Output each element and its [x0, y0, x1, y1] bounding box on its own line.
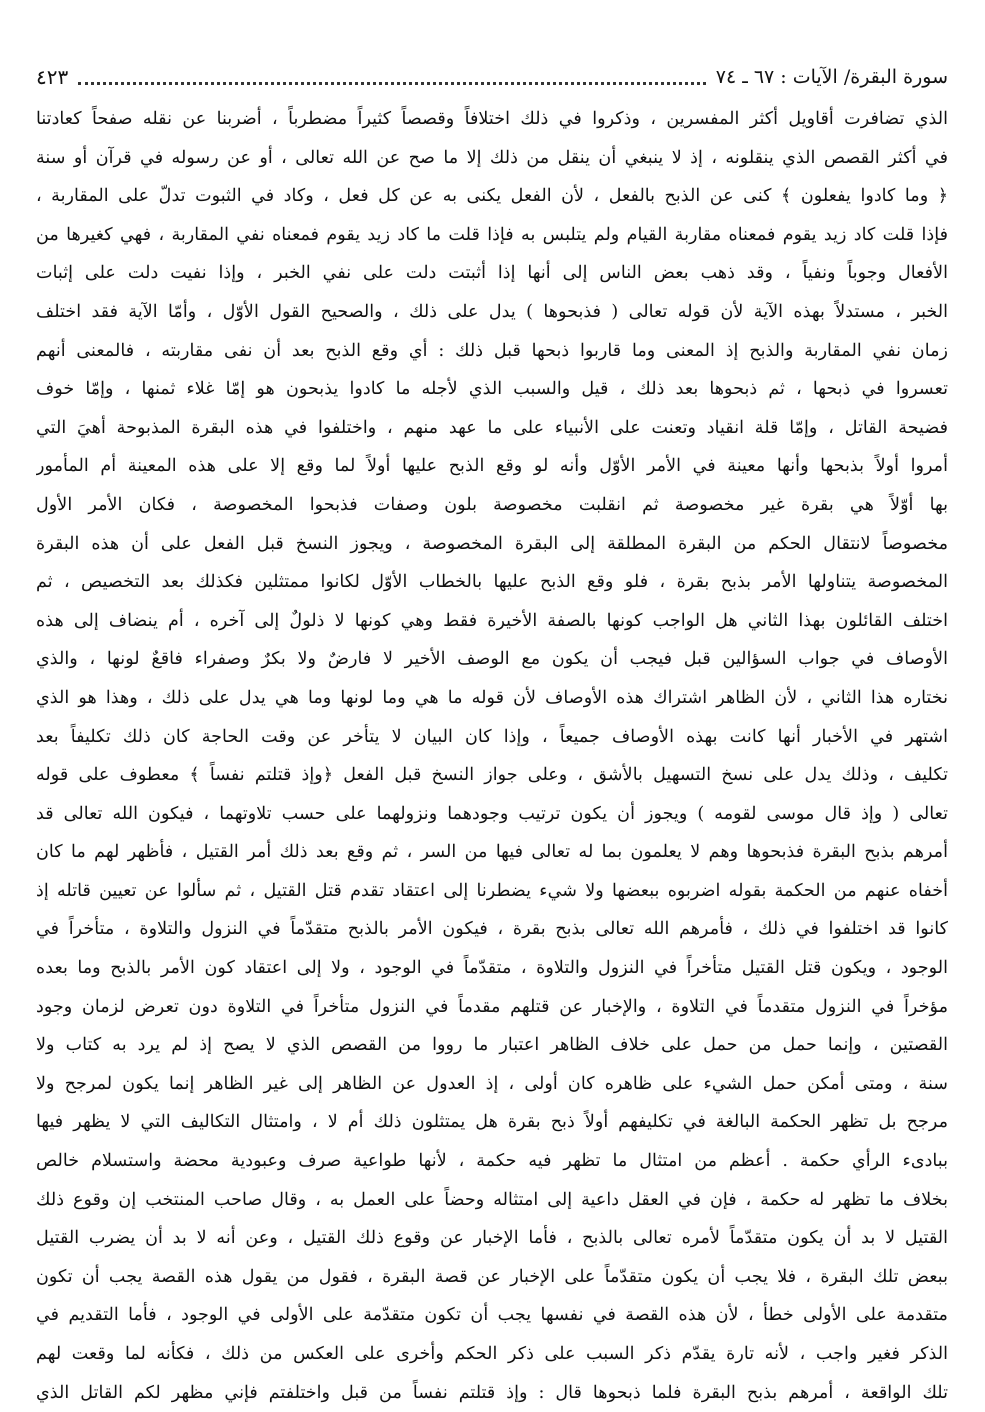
text-line: ببعض تلك البقرة ، فلا يجب أن يكون متقدّماً على الإخبار عن قصة البقرة ، فقول من يقول هذه القصة يجب أن تكون [36, 1266, 948, 1287]
header-dotted-leader [78, 82, 706, 85]
text-line: مخصوصاً لانتقال الحكم من البقرة المطلقة إلى البقرة المخصوصة ، ويجوز النسخ قبل الفعل على أن هذه البقرة [36, 533, 948, 554]
text-line: أمرهم بذبح البقرة فذبحوها وهم لا يعلمون بما له تعالى فيها من السر ، ثم وقع بعد ذلك أمر القتيل ، فأظهر لهم ما كان [36, 842, 948, 863]
text-line: تلك الواقعة ، أمرهم بذبح البقرة فلما ذبحوها قال : وإذ قتلتم نفساً من قبل واختلفتم فإني مظهر لكم القاتل الذي [36, 1382, 948, 1403]
text-line: في أكثر القصص الذي ينقلونه ، إذ لا ينبغي أن ينقل من ذلك إلا ما صح عن الله تعالى ، أو عن رسوله في قرآن أو سنة [36, 147, 948, 168]
text-line: مرجح بل تظهر الحكمة البالغة في تكليفهم أولاً ذبح بقرة هل يمتثلون ذلك أم لا ، وامتثال التكاليف التي لا يظهر فيها [36, 1112, 948, 1133]
text-line: الخبر ، مستدلاً بهذه الآية لأن قوله تعالى ( فذبحوها ) يدل على ذلك ، والصحيح القول الأوّل ، وأمّا الآية فقد اختلف [36, 301, 948, 322]
text-line: اختلف القائلون بهذا الثاني هل الواجب كونها بالصفة الأخيرة فقط وهي كونها لا ذلولٌ إلى آخره ، أم ينضاف إلى هذه [36, 610, 948, 631]
text-line: تكليف ، وذلك يدل على نسخ التسهيل بالأشق ، وعلى جواز النسخ قبل الفعل ﴿وإذ قتلتم نفساً ﴾ معطوف على قوله [36, 765, 948, 786]
text-line: مؤخراً في النزول متقدماً في التلاوة ، والإخبار عن قتلهم مقدماً في النزول متأخراً في التلاوة دون تعرض لزمان وجود [36, 996, 948, 1017]
surah-verses-title: سورة البقرة/ الآيات : ٦٧ ـ ٧٤ [715, 66, 948, 88]
text-line: الوجود ، ويكون قتل القتيل متأخراً في النزول والتلاوة ، متقدّماً في الوجود ، ولا إلى اعتقاد كون الأمر بالذبح وما بعده [36, 958, 948, 979]
text-line: الأوصاف في جواب السؤالين قبل فيجب أن يكون مع الوصف الأخير لا فارضٌ ولا بكرٌ وصفراء فاقعٌ لونها ، والذي [36, 649, 948, 670]
text-line: الأفعال وجوباً ونفياً ، وقد ذهب بعض الناس إلى أنها إذا أثبتت دلت على نفي الخبر ، وإذا نفيت دلت على إثبات [36, 263, 948, 284]
text-line: متقدمة على الأولى خطأ ، لأن هذه القصة في نفسها يجب أن تكون متقدّمة على الأولى في الوجود ، فأما التقديم في [36, 1305, 948, 1326]
text-line: القتيل لا بد أن يكون متقدّماً لأمره تعالى بالذبح ، فأما الإخبار عن وقوع ذلك القتيل ، وعن أنه لا بد أن يضرب القتيل [36, 1228, 948, 1249]
text-line: المخصوصة يتناولها الأمر بذبح بقرة ، فلو وقع الذبح عليها بالخطاب الأوّل لكانوا ممتثلين فكذلك بعد التخصيص ، ثم [36, 572, 948, 593]
text-line: بخلاف ما تظهر له حكمة ، فإن في العقل داعية إلى امتثاله وحضاً على العمل به ، وقال صاحب المنتخب إن وقوع ذلك [36, 1189, 948, 1210]
text-line: نختاره هذا الثاني ، لأن الظاهر اشتراك هذه الأوصاف لأن قوله ما هي وما لونها وما هي يدل على ذلك ، وهذا هو الذي [36, 687, 948, 708]
text-line: تعالى ( وإذ قال موسى لقومه ) ويجوز أن يكون ترتيب وجودهما ونزولهما على حسب تلاوتهما ، فيكون الله تعالى قد [36, 803, 948, 824]
text-line: كانوا قد اختلفوا في ذلك ، فأمرهم الله تعالى بذبح بقرة ، فيكون الأمر بالذبح متقدّماً في النزول والتلاوة ، متأخراً في [36, 919, 948, 940]
text-line: اشتهر في الأخبار أنها كانت بهذه الأوصاف جميعاً ، وإذا كان البيان لا يتأخر عن وقت الحاجة كان ذلك تكليفاً بعد [36, 726, 948, 747]
text-line: تعسروا في ذبحها ، ثم ذبحوها بعد ذلك ، قيل والسبب الذي لأجله ما كادوا يذبحون هو إمّا غلاء ثمنها ، وإمّا خوف [36, 379, 948, 400]
tafsir-body-text [36, 100, 948, 1412]
book-page [36, 60, 948, 1403]
text-line: فإذا قلت كاد زيد يقوم فمعناه مقاربة القيام ولم يتلبس به فإذا قلت ما كاد زيد يقوم فمعناه نفي المقاربة ، فهي كغيرها من [36, 224, 948, 245]
text-line: بها أوّلاً هي بقرة غير مخصوصة ثم انقلبت مخصوصة بلون وصفات فذبحوا المخصوصة ، فكان الأمر الأول [36, 494, 948, 515]
text-line: زمان نفي المقاربة والذبح إذ المعنى وما قاربوا ذبحها قبل ذلك : أي وقع الذبح بعد أن نفى مقاربته ، فالمعنى أنهم [36, 340, 948, 361]
text-line: فضيحة القاتل ، وإمّا قلة انقياد وتعنت على الأنبياء على ما عهد منهم ، واختلفوا في هذه البقرة المذبوحة أهيَ التي [36, 417, 948, 438]
page-number: ٤٢٣ [36, 65, 69, 89]
text-line: سنة ، ومتى أمكن حمل الشيء على ظاهره كان أولى ، إذ العدول عن الظاهر إلى غير الظاهر إنما يكون لمرجح ولا [36, 1073, 948, 1094]
text-line: ﴿ وما كادوا يفعلون ﴾ كنى عن الذبح بالفعل ، لأن الفعل يكنى به عن كل فعل ، وكاد في الثبوت تدلّ على المقاربة ، [36, 186, 948, 207]
text-line: الذي تضافرت أقاويل أكثر المفسرين ، وذكروا في ذلك اختلافاً وقصصاً كثيراً مضطرباً ، أضربنا عن نقله صفحاً كعادتنا [36, 109, 948, 129]
text-line: أمروا أولاً بذبحها وأنها معينة في الأمر الأوّل وأنه لو وقع الذبح عليها أولاً لما وقع إلا على هذه المعينة أم المأمور [36, 456, 948, 477]
running-header [36, 60, 948, 94]
text-line: ببادىء الرأي حكمة . أعظم من امتثال ما تظهر فيه حكمة ، لأنها طواعية صرف وعبودية محضة واستسلام خالص [36, 1151, 948, 1172]
text-line: الذكر فغير واجب ، لأنه تارة يقدّم ذكر السبب على ذكر الحكم وأخرى على العكس من ذلك ، فكأنه لما وقعت لهم [36, 1344, 948, 1364]
text-line: القصتين ، وإنما حمل من حمل على خلاف الظاهر اعتبار ما رووا من القصص الذي لا يصح إذ لم يرد به كتاب ولا [36, 1035, 948, 1056]
text-line: أخفاه عنهم من الحكمة بقوله اضربوه ببعضها ولا شيء يضطرنا إلى اعتقاد تقدم قتل القتيل ، ثم سألوا عن تعيين قاتله إذ [36, 880, 948, 901]
